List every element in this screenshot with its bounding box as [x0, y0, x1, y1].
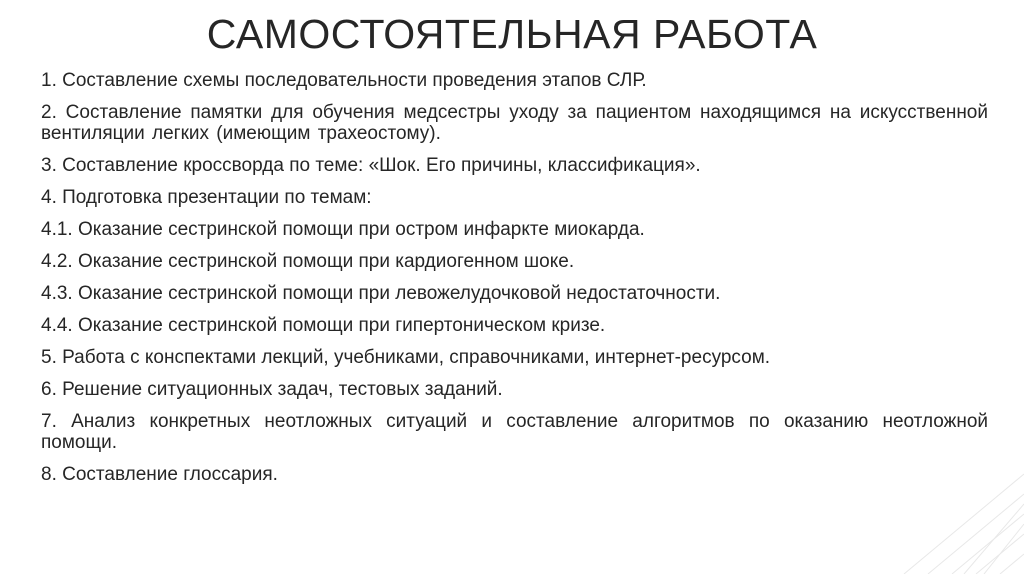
slide-title: САМОСТОЯТЕЛЬНАЯ РАБОТА [206, 11, 818, 57]
list-item: 5. Работа с конспектами лекций, учебниками, справочниками, интернет-ресурсом. [41, 347, 771, 368]
list-item: 8. Составление глоссария. [41, 464, 278, 485]
list-item: 4.1. Оказание сестринской помощи при остром инфаркте миокарда. [41, 219, 645, 240]
list-item: 3. Составление кроссворда по теме: «Шок. Его причины, классификация». [41, 155, 701, 176]
list-item: 4.2. Оказание сестринской помощи при кардиогенном шоке. [41, 251, 575, 272]
task-list [41, 70, 988, 496]
list-item: 2. Составление памятки для обучения медсестры уходу за пациентом находящимся на искусственной вентиляции легких (имеющим трахеостому). [41, 102, 988, 144]
list-item: 6. Решение ситуационных задач, тестовых заданий. [41, 379, 503, 400]
list-item: 7. Анализ конкретных неотложных ситуаций и составление алгоритмов по оказанию неотложной помощи. [41, 411, 988, 453]
list-item: 1. Составление схемы последовательности проведения этапов СЛР. [41, 70, 647, 91]
list-item: 4.3. Оказание сестринской помощи при левожелудочковой недостаточности. [41, 283, 721, 304]
list-item: 4. Подготовка презентации по темам: [41, 187, 372, 208]
list-item: 4.4. Оказание сестринской помощи при гипертоническом кризе. [41, 315, 606, 336]
